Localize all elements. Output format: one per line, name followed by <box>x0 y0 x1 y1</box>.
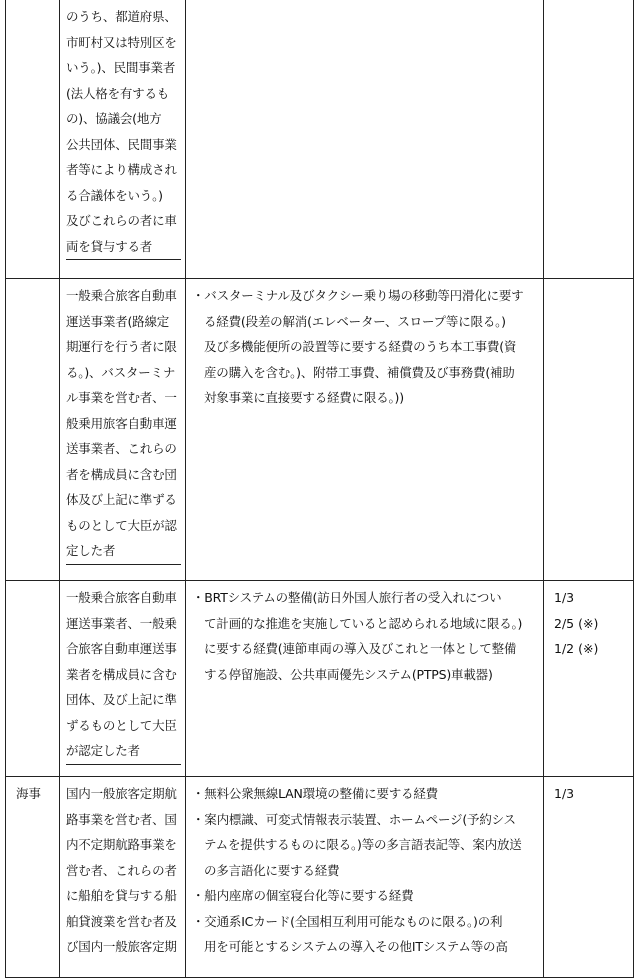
expense-line: 産の購入を含む。)、附帯工事費、補償費及び事務費(補助 <box>204 364 515 380</box>
operator-line: 業者を構成員に含む <box>66 666 177 682</box>
category-cell <box>6 777 60 978</box>
rate-cell <box>544 581 634 777</box>
rate-cell <box>544 0 634 279</box>
rate-value: 1/3 <box>554 786 575 801</box>
operator-line: 団体、及び上記に準 <box>66 692 177 707</box>
operator-line: 市町村又は特別区を <box>66 34 177 50</box>
table-row <box>6 279 634 581</box>
rate-cell <box>544 279 634 581</box>
expense-cell <box>186 777 544 978</box>
rate-value: 1/3 <box>554 590 575 605</box>
operator-line: が認定した者 <box>66 738 181 765</box>
operator-line: 定した者 <box>66 538 181 565</box>
operator-line: 路事業を営む者、国 <box>66 811 177 827</box>
operator-line: (法人格を有するも <box>66 85 170 101</box>
operator-line: ル事業を営む者、一 <box>66 390 177 405</box>
operator-cell <box>60 777 186 978</box>
operator-line: 運送事業者、一般乗 <box>66 615 177 631</box>
category-cell <box>6 279 60 581</box>
category-cell <box>6 0 60 279</box>
expense-cell <box>186 0 544 279</box>
operator-line: 及びこれらの者に車 <box>66 213 177 228</box>
operator-line: 公共団体、民間事業 <box>66 136 177 152</box>
operator-line: る。)、バスターミナ <box>66 364 176 380</box>
expense-line: 用を可能とするシステムの導入その他ITシステム等の高 <box>204 939 508 954</box>
expense-line: ・船内座席の個室寝台化等に要する経費 <box>192 888 414 903</box>
expense-cell <box>186 581 544 777</box>
operator-line: 者等により構成され <box>66 162 177 177</box>
rate-value: 2/5 (※) <box>554 615 599 631</box>
operator-line: 舶貸渡業を営む者及 <box>66 913 177 929</box>
expense-line: に要する経費(連節車両の導入及びこれと一体として整備 <box>204 641 517 656</box>
operator-line: 般乗用旅客自動車運 <box>66 415 177 431</box>
expense-line: する停留施設、公共車両優先システム(PTPS)車載器) <box>204 666 493 682</box>
operator-line: に船舶を貸与する船 <box>66 888 177 903</box>
operator-cell <box>60 0 186 279</box>
expense-line: ・バスターミナル及びタクシー乗り場の移動等円滑化に要す <box>192 288 524 303</box>
operator-cell <box>60 279 186 581</box>
operator-line: 期運行を行う者に限 <box>66 339 177 354</box>
operator-line: 運送事業者(路線定 <box>66 313 170 329</box>
operator-line: る合議体をいう。) <box>66 187 163 203</box>
expense-line: の多言語化に要する経費 <box>204 862 340 878</box>
operator-line: いう。)、民間事業者 <box>66 60 176 75</box>
rate-cell <box>544 777 634 978</box>
operator-line: の)、協議会(地方 <box>66 111 162 126</box>
operator-line: 内不定期航路事業を <box>66 837 177 852</box>
operator-line: 営む者、これらの者 <box>66 862 177 878</box>
expense-line: て計画的な推進を実施していると認められる地域に限る。) <box>204 615 523 631</box>
category-label: 海事 <box>16 786 42 801</box>
operator-line: 送事業者、これらの <box>66 441 177 456</box>
subsidy-table <box>5 0 634 978</box>
expense-line: 対象事業に直接要する経費に限る。)) <box>204 390 404 405</box>
expense-line: る経費(段差の解消(エレベーター、スロープ等に限る。) <box>204 313 506 329</box>
operator-line: 合旅客自動車運送事 <box>66 641 177 656</box>
operator-line: 一般乗合旅客自動車 <box>66 288 177 303</box>
table-row <box>6 777 634 978</box>
rate-value: 1/2 (※) <box>554 641 599 656</box>
operator-line: 一般乗合旅客自動車 <box>66 590 177 605</box>
expense-line: 及び多機能便所の設置等に要する経費のうち本工事費(資 <box>204 339 517 354</box>
table-row <box>6 0 634 279</box>
operator-line: 者を構成員に含む団 <box>66 466 177 482</box>
expense-line: ・交通系ICカード(全国相互利用可能なものに限る。)の利 <box>192 913 503 929</box>
category-cell <box>6 581 60 777</box>
table-row <box>6 581 634 777</box>
operator-line: 国内一般旅客定期航 <box>66 786 177 801</box>
expense-line: テムを提供するものに限る。)等の多言語表記等、案内放送 <box>204 837 522 852</box>
operator-cell <box>60 581 186 777</box>
expense-line: ・BRTシステムの整備(訪日外国人旅行者の受入れについ <box>192 590 502 605</box>
expense-line: ・無料公衆無線LAN環境の整備に要する経費 <box>192 786 438 801</box>
expense-cell <box>186 279 544 581</box>
operator-line: ずるものとして大臣 <box>66 717 177 733</box>
operator-line: 体及び上記に準ずる <box>66 492 177 507</box>
operator-line: のうち、都道府県、 <box>66 9 177 24</box>
operator-line: 両を貸与する者 <box>66 234 181 261</box>
operator-line: び国内一般旅客定期 <box>66 939 177 954</box>
operator-line: ものとして大臣が認 <box>66 517 177 533</box>
expense-line: ・案内標識、可変式情報表示装置、ホームページ(予約シス <box>192 811 516 827</box>
